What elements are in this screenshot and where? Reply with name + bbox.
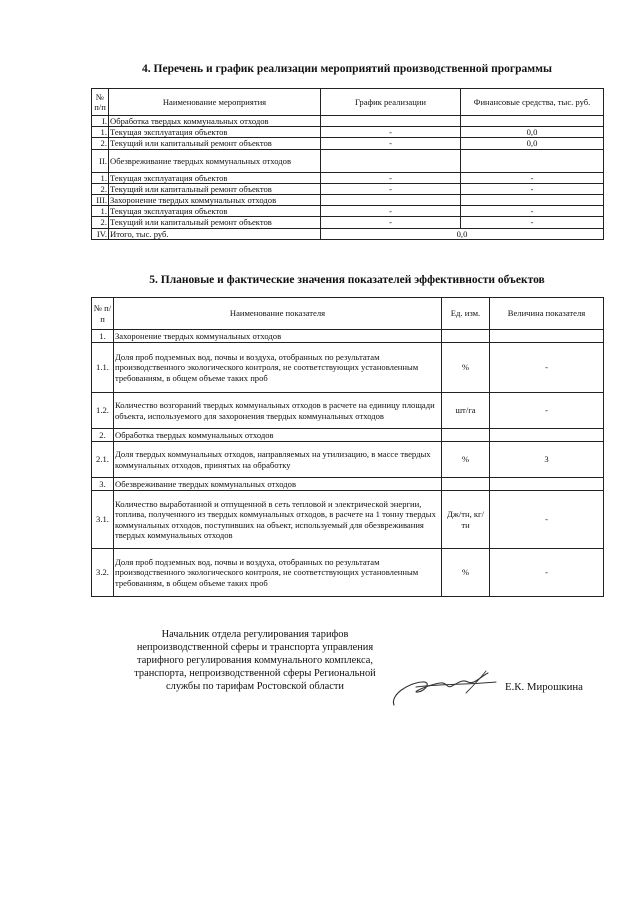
indicators-table-body xyxy=(92,330,604,597)
row-schedule xyxy=(321,116,461,127)
row-num: 1. xyxy=(92,172,109,183)
header-num: № п/п xyxy=(92,89,109,116)
row-activity-name: Обработка твердых коммунальных отходов xyxy=(109,116,321,127)
total-label: Итого, тыс. руб. xyxy=(109,228,321,239)
table-row xyxy=(92,491,604,549)
activities-table-body xyxy=(92,116,604,240)
row-num: 1. xyxy=(92,127,109,138)
row-num: 1. xyxy=(92,206,109,217)
total-row xyxy=(92,228,604,239)
row-finance: 0,0 xyxy=(461,138,604,149)
row-unit: % xyxy=(442,442,490,478)
row-activity-name: Обезвреживание твердых коммунальных отходов xyxy=(109,149,321,172)
group-row xyxy=(92,330,604,343)
table-row xyxy=(92,217,604,228)
signatory-name: Е.К. Мирошкина xyxy=(505,681,583,693)
header-num: № п/п xyxy=(92,298,114,330)
row-schedule: - xyxy=(321,206,461,217)
row-schedule: - xyxy=(321,127,461,138)
table-row xyxy=(92,393,604,429)
table-row xyxy=(92,549,604,597)
row-num: 2.1. xyxy=(92,442,114,478)
row-activity-name: Текущая эксплуатация объектов xyxy=(109,172,321,183)
indicators-table xyxy=(91,297,604,597)
signatory-position xyxy=(110,628,400,693)
table-row xyxy=(92,138,604,149)
table-row xyxy=(92,206,604,217)
row-schedule: - xyxy=(321,138,461,149)
row-num: 2. xyxy=(92,429,114,442)
header-activity-name: Наименование мероприятия xyxy=(109,89,321,116)
row-schedule xyxy=(321,195,461,206)
row-activity-name: Текущая эксплуатация объектов xyxy=(109,127,321,138)
table-row xyxy=(92,116,604,127)
row-num: 1.1. xyxy=(92,343,114,393)
row-indicator-name: Обработка твердых коммунальных отходов xyxy=(114,429,442,442)
row-unit: % xyxy=(442,549,490,597)
row-num: 2. xyxy=(92,217,109,228)
position-line: тарифного регулирования коммунального комплекса, xyxy=(137,655,373,666)
row-indicator-name: Количество возгораний твердых коммунальных отходов в расчете на единицу площади объекта, используемого для захоронения твердых коммунальных отходов xyxy=(114,393,442,429)
row-value: - xyxy=(490,343,604,393)
activities-table xyxy=(91,88,604,240)
row-value xyxy=(490,330,604,343)
row-activity-name: Текущий или капитальный ремонт объектов xyxy=(109,138,321,149)
row-num: 3.1. xyxy=(92,491,114,549)
row-finance xyxy=(461,195,604,206)
row-finance xyxy=(461,116,604,127)
table-row xyxy=(92,343,604,393)
row-finance xyxy=(461,149,604,172)
row-indicator-name: Доля твердых коммунальных отходов, направляемых на утилизацию, в массе твердых коммунальных отходов, принятых на обработку xyxy=(114,442,442,478)
row-value xyxy=(490,478,604,491)
header-indicator-name: Наименование показателя xyxy=(114,298,442,330)
row-activity-name: Текущий или капитальный ремонт объектов xyxy=(109,217,321,228)
row-num: II. xyxy=(92,149,109,172)
row-indicator-name: Захоронение твердых коммунальных отходов xyxy=(114,330,442,343)
row-activity-name: Текущий или капитальный ремонт объектов xyxy=(109,183,321,194)
table-row xyxy=(92,149,604,172)
row-unit: шт/га xyxy=(442,393,490,429)
row-activity-name: Текущая эксплуатация объектов xyxy=(109,206,321,217)
row-num: 1.2. xyxy=(92,393,114,429)
row-indicator-name: Обезвреживание твердых коммунальных отходов xyxy=(114,478,442,491)
row-unit xyxy=(442,429,490,442)
row-num: 2. xyxy=(92,138,109,149)
row-value: - xyxy=(490,491,604,549)
row-indicator-name: Количество выработанной и отпущенной в сеть тепловой и электрической энергии, топлива, полученного из твердых коммунальных отходов, в расчете на 1 тонну твердых коммунальных отходов, поступивших на объект, используемый для обезвреживания твердых коммунальных отходов xyxy=(114,491,442,549)
row-schedule xyxy=(321,149,461,172)
position-line: Начальник отдела регулирования тарифов xyxy=(161,629,349,640)
row-num: 2. xyxy=(92,183,109,194)
group-row xyxy=(92,429,604,442)
row-indicator-name: Доля проб подземных вод, почвы и воздуха, отобранных по результатам производственного экологического контроля, не соответствующих установленным требованиям, в общем объеме таких проб xyxy=(114,549,442,597)
row-value: - xyxy=(490,393,604,429)
row-num: III. xyxy=(92,195,109,206)
header-schedule: График реализации xyxy=(321,89,461,116)
row-unit xyxy=(442,330,490,343)
row-indicator-name: Доля проб подземных вод, почвы и воздуха, отобранных по результатам производственного экологического контроля, не соответствующих установленным требованиям, в общем объеме таких проб xyxy=(114,343,442,393)
row-value: 3 xyxy=(490,442,604,478)
handwritten-signature xyxy=(388,665,500,711)
section4-title: 4. Перечень и график реализации мероприятий производственной программы xyxy=(142,63,552,75)
row-unit xyxy=(442,478,490,491)
row-finance: 0,0 xyxy=(461,127,604,138)
position-line: непроизводственной сферы и транспорта управления xyxy=(136,642,374,653)
header-finance: Финансовые средства, тыс. руб. xyxy=(461,89,604,116)
row-num: 3. xyxy=(92,478,114,491)
row-num: 3.2. xyxy=(92,549,114,597)
header-unit: Ед. изм. xyxy=(442,298,490,330)
row-finance: - xyxy=(461,206,604,217)
table-row xyxy=(92,172,604,183)
table-row xyxy=(92,195,604,206)
table-row xyxy=(92,442,604,478)
header-value: Величина показателя xyxy=(490,298,604,330)
section5-title: 5. Плановые и фактические значения показателей эффективности объектов xyxy=(149,274,545,286)
row-schedule: - xyxy=(321,217,461,228)
total-value: 0,0 xyxy=(321,228,604,239)
total-num: IV. xyxy=(92,228,109,239)
row-finance: - xyxy=(461,183,604,194)
row-finance: - xyxy=(461,172,604,183)
table-row xyxy=(92,127,604,138)
row-value xyxy=(490,429,604,442)
row-schedule: - xyxy=(321,172,461,183)
row-unit: Дж/тн, кг/тн xyxy=(442,491,490,549)
row-finance: - xyxy=(461,217,604,228)
row-num: I. xyxy=(92,116,109,127)
row-schedule: - xyxy=(321,183,461,194)
row-unit: % xyxy=(442,343,490,393)
row-num: 1. xyxy=(92,330,114,343)
position-line: службы по тарифам Ростовской области xyxy=(166,681,344,692)
table-row xyxy=(92,183,604,194)
row-activity-name: Захоронение твердых коммунальных отходов xyxy=(109,195,321,206)
position-line: транспорта, непроизводственной сферы Региональной xyxy=(134,668,376,679)
group-row xyxy=(92,478,604,491)
row-value: - xyxy=(490,549,604,597)
